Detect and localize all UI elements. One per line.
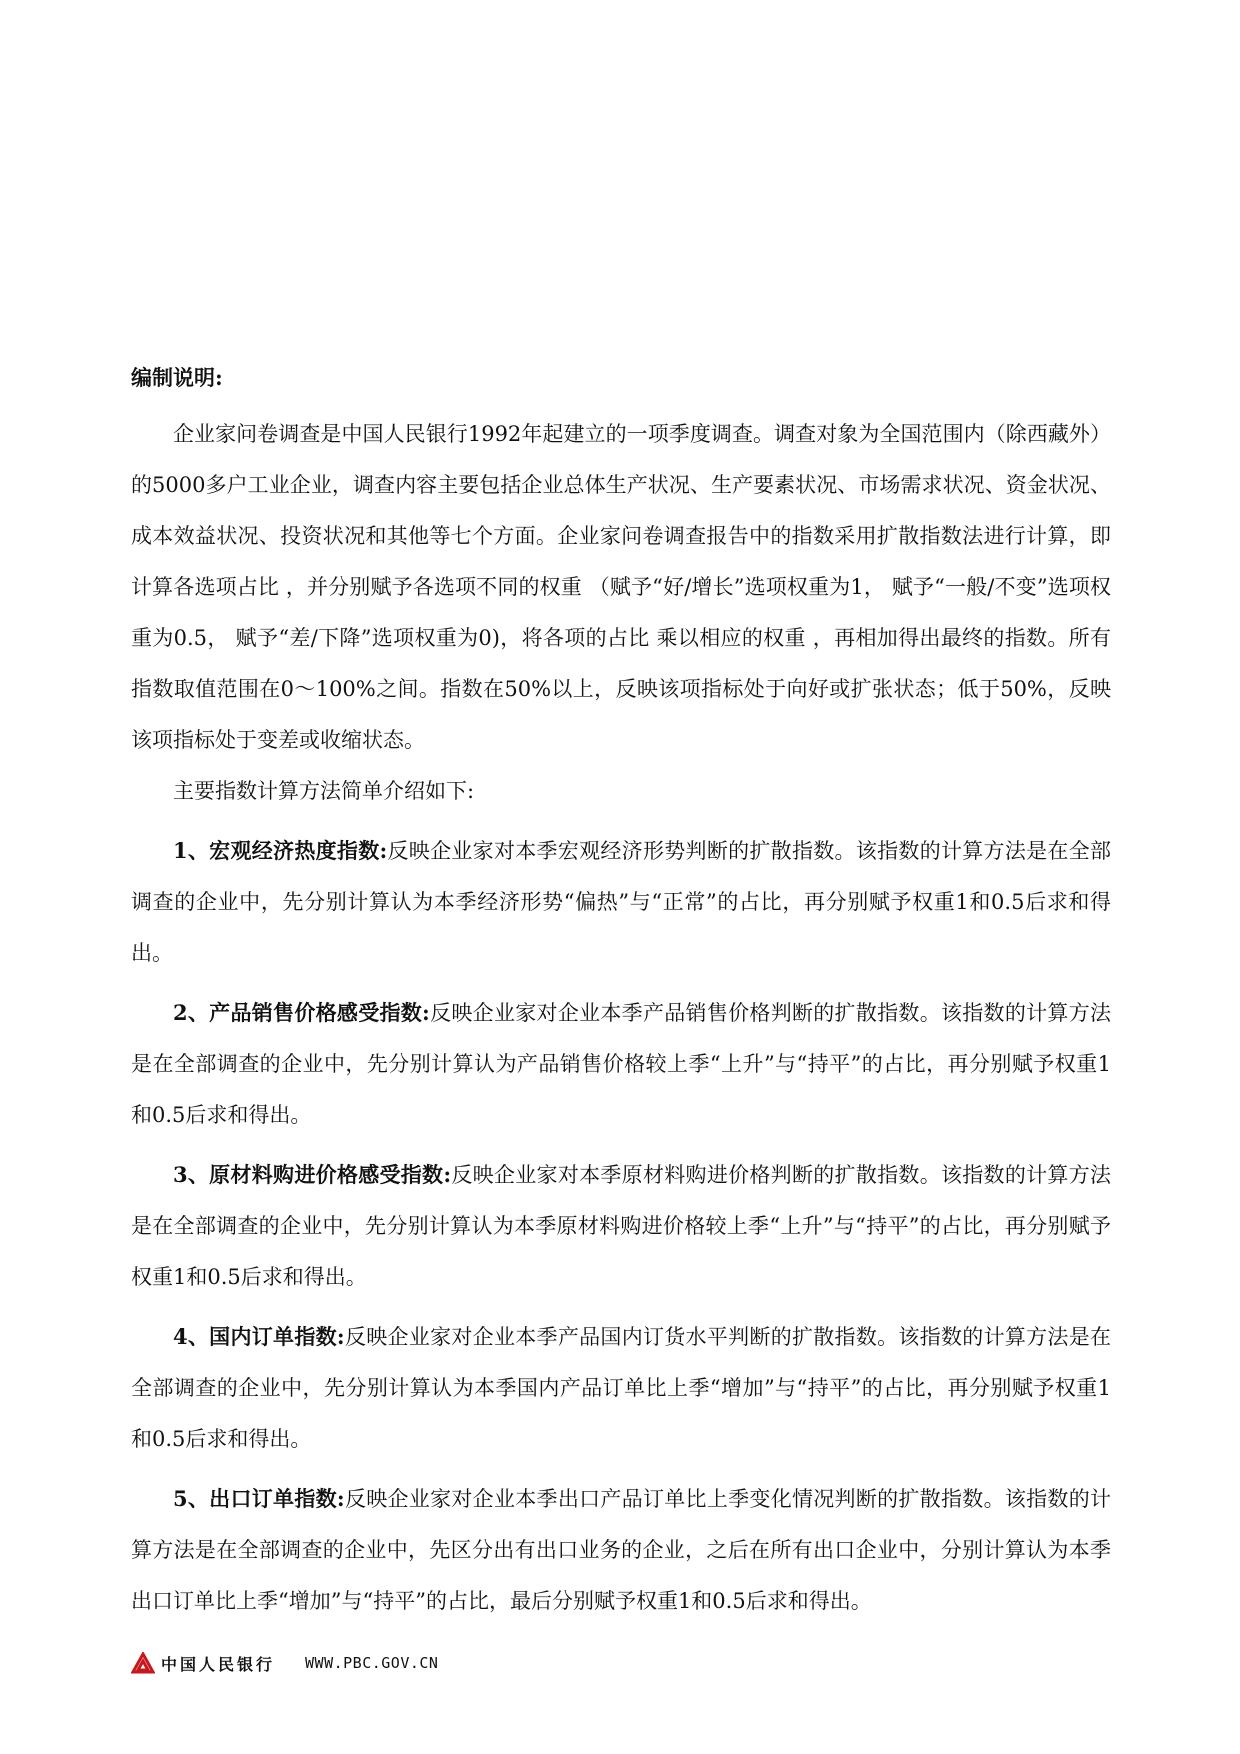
pbc-logo: [131, 1652, 275, 1675]
index-term: 5、出口订单指数:: [173, 1486, 345, 1511]
website-url: WWW.PBC.GOV.CN: [305, 1654, 439, 1672]
intro-paragraph: 企业家问卷调查是中国人民银行1992年起建立的一项季度调查。调查对象为全国范围内（除西藏外）的5000多户工业企业，调查内容主要包括企业总体生产状况、生产要素状况、市场需求状况、资金状况、成本效益状况、投资状况和其他等七个方面。企业家问卷调查报告中的指数采用扩散指数法进行计算，即计算各选项占比 ，并分别赋予各选项不同的权重 （赋予“好/增长”选项权重为1， 赋予“一般/不变”选项权重为0.5， 赋予“差/下降”选项权重为0)，将各项的占比 乘以相应的权重 ，再相加得出最终的指数。所有指数取值范围在0～100%之间。指数在50%以上，反映该项指标处于向好或扩张状态；低于50%，反映该项指标处于变差或收缩状态。: [131, 422, 1111, 752]
index-term: 1、宏观经济热度指数:: [173, 838, 388, 863]
index-description: 反映企业家对企业本季出口产品订单比上季变化情况判断的扩散指数。该指数的计算方法是在全部调查的企业中，先区分出有出口业务的企业，之后在所有出口企业中，分别计算认为本季出口订单比上季“增加”与“持平”的占比，最后分别赋予权重1和0.5后求和得出。: [131, 1487, 1111, 1613]
index-item-domestic-orders: [131, 1311, 1111, 1465]
index-item-export-orders: [131, 1473, 1111, 1627]
intro-paragraph-methods: 主要指数计算方法简单介绍如下:: [173, 779, 475, 803]
index-item-raw-material-price: [131, 1149, 1111, 1303]
index-description: 反映企业家对企业本季产品销售价格判断的扩散指数。该指数的计算方法是在全部调查的企业中，先分别计算认为产品销售价格较上季“上升”与“持平”的占比，再分别赋予权重1和0.5后求和得出。: [131, 1001, 1111, 1127]
section-heading: 编制说明:: [131, 365, 223, 390]
index-description: 反映企业家对本季原材料购进价格判断的扩散指数。该指数的计算方法是在全部调查的企业中，先分别计算认为本季原材料购进价格较上季“上升”与“持平”的占比，再分别赋予权重1和0.5后求和得出。: [131, 1163, 1111, 1289]
index-term: 2、产品销售价格感受指数:: [173, 1000, 430, 1025]
index-item-macro: [131, 825, 1111, 979]
index-item-sales-price: [131, 987, 1111, 1141]
logo-text: 中国人民银行: [161, 1654, 276, 1674]
page-footer: [131, 1648, 731, 1678]
index-term: 4、国内订单指数:: [173, 1324, 345, 1349]
pbc-logo-icon: [131, 1652, 155, 1674]
document-body: [131, 352, 1111, 1627]
index-term: 3、原材料购进价格感受指数:: [173, 1162, 452, 1187]
index-description: 反映企业家对本季宏观经济形势判断的扩散指数。该指数的计算方法是在全部调查的企业中，先分别计算认为本季经济形势“偏热”与“正常”的占比，再分别赋予权重1和0.5后求和得出。: [131, 839, 1111, 965]
index-description: 反映企业家对企业本季产品国内订货水平判断的扩散指数。该指数的计算方法是在全部调查的企业中，先分别计算认为本季国内产品订单比上季“增加”与“持平”的占比，再分别赋予权重1和0.5后求和得出。: [131, 1325, 1111, 1451]
